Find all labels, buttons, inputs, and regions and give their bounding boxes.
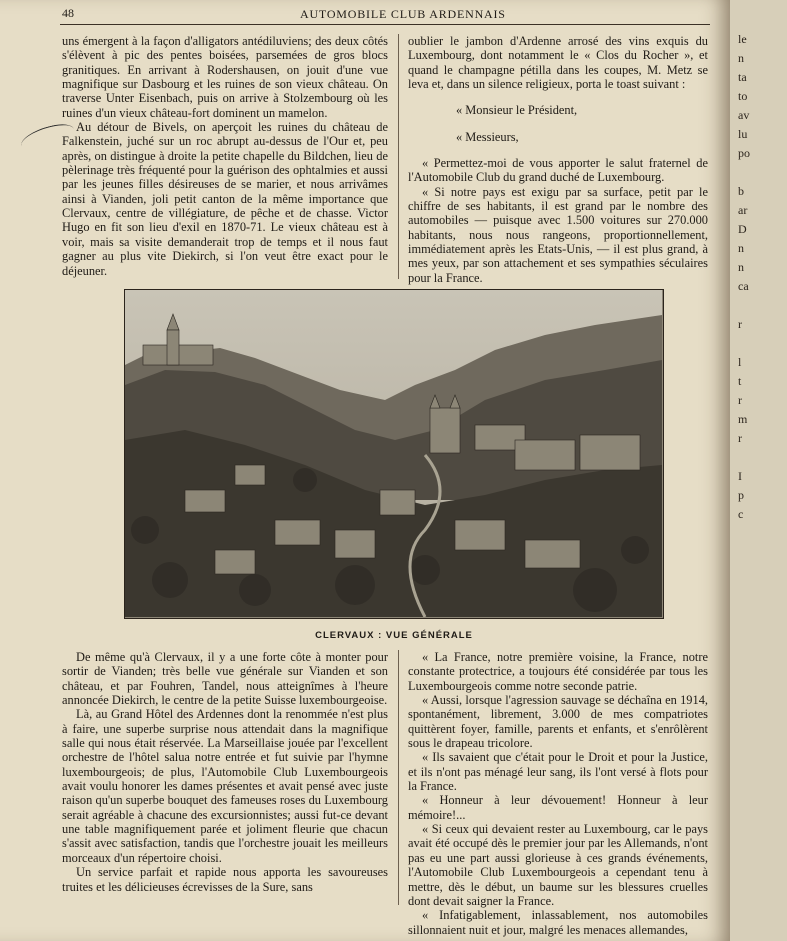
salutation: « Monsieur le Président,: [456, 103, 578, 118]
bottom-right-column: [408, 650, 708, 937]
facing-page-fragment: to: [738, 89, 748, 103]
facing-page-fragment: r: [738, 393, 742, 407]
facing-page-fragment: r: [738, 431, 742, 445]
speech-paragraph: « Permettez-moi de vous apporter le salut fraternel de l'Automobile Club du grand duché de Luxembourg.: [408, 156, 708, 185]
facing-page-fragment: ta: [738, 70, 747, 84]
speech-paragraph: « La France, notre première voisine, la France, notre constante protectrice, a toujours été considérée par tous les Luxembourgeois comme notre seconde patrie.: [408, 650, 708, 693]
facing-page-fragment: le: [738, 32, 747, 46]
facing-page-fragment: lu: [738, 127, 748, 141]
facing-page-fragment: [738, 334, 787, 353]
salutation: « Messieurs,: [456, 129, 519, 144]
speech-paragraph: « Si ceux qui devaient rester au Luxembourg, car le pays avait été occupé dès le premier jour par les Allemands, n'ont pas eu une part aussi glorieuse à ces grands événements, l'Automobile Club Luxembourgeois a cependant tenu à mettre, dès le début, un baume sur les blessures cruelles dont devait saigner la France.: [408, 822, 708, 908]
facing-page-fragment: ca: [738, 279, 749, 293]
facing-page-fragment: po: [738, 146, 750, 160]
facing-page-fragment: ar: [738, 203, 748, 217]
top-right-column: [408, 34, 708, 285]
facing-page-fragment: b: [738, 184, 744, 198]
photo-caption: CLERVAUX : VUE GÉNÉRALE: [315, 630, 473, 641]
header-rule: [60, 24, 710, 25]
paragraph: Là, au Grand Hôtel des Ardennes dont la renommée n'est plus à faire, une superbe surprise nous attendait dans la magnifique salle qui nous était réservée. La Marseillaise jouée par l'excellent orchestre de l'hôtel salua notre entrée et fut suivie par l'hymne luxembourgeois; de plus, l'Automobile Club Luxembourgeois avait voulu honorer les dames présentes et avait pensé avec juste raison qu'un superbe bouquet des fameuses roses du Luxembourg serait agréable à chacune des excursionnistes; aussi fut-ce devant une table magnifiquement parée et joliment fleurie que chacun s'assit avec satisfaction, tandis que l'orchestre jouait les meilleurs morceaux d'un répertoire choisi.: [62, 707, 388, 865]
speech-paragraph: « Si notre pays est exigu par sa surface, petit par le chiffre de ses habitants, il est grand par le nombre des automobiles — puisque avec 1.500 voitures sur 270.000 habitants, nous nous rangeons, proportionnellement, immédiatement après les Etats-Unis, — il est plus grand, à mes yeux, par son attachement et ses sympathies séculaires pour la France.: [408, 184, 708, 285]
paragraph: uns émergent à la façon d'alligators antédiluviens; des deux côtés s'élèvent à pic des pentes boisées, parsemées de gros blocs granitiques. En arrivant à Rodershausen, on jouit d'une vue magnifique sur Dasbourg et les ruines de son vieux château. On traverse Unter Eisenbach, puis on arrive à Stolzembourg où les ruines d'un vieux château-fort dominent un mamelon.: [62, 34, 388, 120]
paragraph: Au détour de Bivels, on aperçoit les ruines du château de Falkenstein, juché sur un roc abrupt au-dessus de l'Our et, peu après, on distingue à droite la petite chapelle du Bildchen, lieu de pèlerinage très fréquenté pour la guérison des ophtalmies et aussi par les jeunes filles désireuses de se marier, et nous arrivâmes ainsi à Vianden, joli petit canton de la même importance que Clervaux, centre de villégiature, de pêche et de chasse. Victor Hugo en fit son lieu d'exil en 1870-71. Le vieux château est à voir, mais sa visite demanderait trop de temps et il nous faut gagner au plus vite Diekirch, si l'on veut être exact pour le déjeuner.: [62, 120, 388, 278]
clervaux-photograph: [124, 289, 664, 619]
facing-page-fragment: l: [738, 355, 742, 369]
facing-page-fragment: [738, 163, 787, 182]
bottom-left-column: [62, 650, 388, 894]
facing-page-fragment: [738, 448, 787, 467]
clervaux-landscape-illustration: [125, 290, 662, 617]
speech-paragraph: « Honneur à leur dévouement! Honneur à leur mémoire!...: [408, 793, 708, 822]
column-rule-top: [398, 34, 399, 279]
paragraph: De même qu'à Clervaux, il y a une forte côte à monter pour sortir de Vianden; très belle vue générale sur Vianden et son château, et par Fouhren, Tandel, nous atteignîmes à l'heure annoncée Diekirch, le centre de la petite Suisse luxembourgeoise.: [62, 650, 388, 708]
facing-page-fragment: m: [738, 412, 748, 426]
facing-page-fragment: n: [738, 260, 744, 274]
column-rule-bottom: [398, 650, 399, 905]
facing-page-fragment: c: [738, 507, 744, 521]
paragraph: Un service parfait et rapide nous apporta les savoureuses truites et les délicieuses écrevisses de la Sure, sans: [62, 865, 388, 894]
facing-page-edge: [738, 30, 787, 930]
top-left-column: [62, 34, 388, 278]
page-number: 48: [62, 6, 74, 20]
facing-page-fragment: t: [738, 374, 742, 388]
facing-page-fragment: I: [738, 469, 742, 483]
facing-page-fragment: p: [738, 488, 744, 502]
facing-page-fragment: n: [738, 51, 744, 65]
facing-page-fragment: D: [738, 222, 747, 236]
facing-page-fragment: [738, 296, 787, 315]
facing-page-fragment: n: [738, 241, 744, 255]
speech-paragraph: « Ils savaient que c'était pour le Droit et pour la Justice, et ils n'ont pas ménagé leur sang, ils l'ont versé à flots pour la France.: [408, 750, 708, 794]
paragraph: oublier le jambon d'Ardenne arrosé des vins exquis du Luxembourg, dont notamment le « Clos du Rocher », et quand le champagne pétilla dans les coupes, M. Metz se leva et, dans un silence religieux, porta le toast suivant :: [408, 34, 708, 92]
speech-paragraph: « Aussi, lorsque l'agression sauvage se déchaîna en 1914, spontanément, librement, 3.000 de mes compatriotes quittèrent foyer, famille, parents et enfants, et s'enrôlèrent sous le drapeau tricolore.: [408, 693, 708, 751]
facing-page-fragment: av: [738, 108, 750, 122]
facing-page-fragment: r: [738, 317, 742, 331]
speech-paragraph: « Infatigablement, inlassablement, nos automobiles sillonnaient nuit et jour, malgré les menaces allemandes,: [408, 908, 708, 937]
running-head: AUTOMOBILE CLUB ARDENNAIS: [300, 7, 506, 21]
